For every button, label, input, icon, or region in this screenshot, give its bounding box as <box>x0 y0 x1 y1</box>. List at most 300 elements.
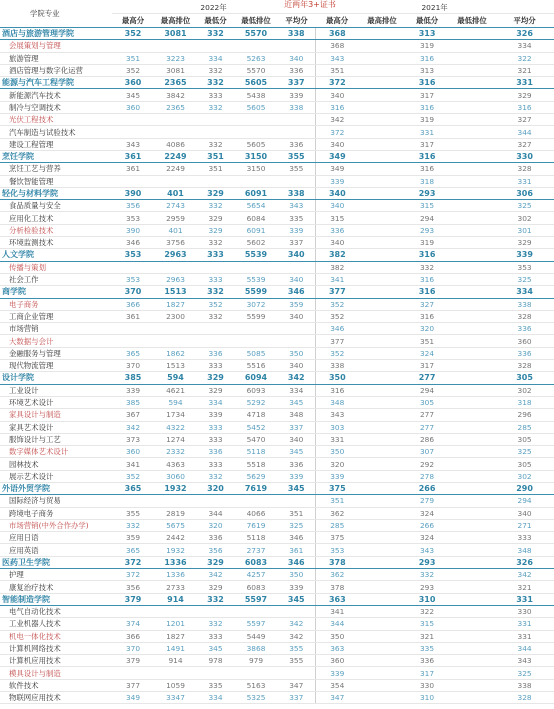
cell-2022-max-rank: 1862 <box>154 347 197 359</box>
cell-2022-avg-score: 346 <box>278 532 315 544</box>
cell-2021-min-rank <box>449 335 495 347</box>
cell-2022-max-score: 377 <box>112 679 154 691</box>
cell-2021-max-score: 343 <box>315 409 359 421</box>
cell-2022-min-rank <box>234 261 278 273</box>
cell-2021-avg-score: 334 <box>495 286 554 298</box>
cell-2022-max-score: 342 <box>112 421 154 433</box>
cell-2021-min-rank <box>449 89 495 101</box>
cell-2021-min-rank <box>449 28 495 40</box>
cell-2022-max-rank <box>154 605 197 617</box>
cell-2022-min-score: 332 <box>197 286 234 298</box>
cell-2021-min-rank <box>449 249 495 261</box>
cell-2021-avg-score: 348 <box>495 544 554 556</box>
cell-2021-avg-score: 331 <box>495 618 554 630</box>
cell-2021-max-rank <box>359 64 405 76</box>
cell-2021-max-rank <box>359 409 405 421</box>
cell-2022-max-score <box>112 335 154 347</box>
cell-2022-min-score: 344 <box>197 507 234 519</box>
cell-2022-min-score <box>197 261 234 273</box>
cell-2021-min-rank <box>449 323 495 335</box>
cell-2022-max-rank: 1274 <box>154 433 197 445</box>
cell-2021-min-rank <box>449 138 495 150</box>
cell-2021-min-rank <box>449 347 495 359</box>
cell-2021-max-score: 349 <box>315 163 359 175</box>
cell-2021-max-rank <box>359 298 405 310</box>
cell-2021-avg-score: 326 <box>495 28 554 40</box>
col-2022-max-score: 最高分 <box>112 14 154 28</box>
cell-2021-avg-score: 285 <box>495 421 554 433</box>
cell-2022-avg-score: 355 <box>278 163 315 175</box>
cell-2022-avg-score: 355 <box>278 642 315 654</box>
cell-2022-avg-score: 342 <box>278 372 315 384</box>
cell-2021-min-rank <box>449 372 495 384</box>
cell-2022-min-rank <box>234 495 278 507</box>
cell-2022-max-rank: 2733 <box>154 581 197 593</box>
major-name: 会展策划与管理 <box>0 40 112 52</box>
major-row <box>0 618 554 630</box>
major-name: 环境监测技术 <box>0 237 112 249</box>
cell-2022-max-score <box>112 126 154 138</box>
cell-2021-min-rank <box>449 605 495 617</box>
cell-2022-min-rank: 5325 <box>234 692 278 704</box>
cell-2021-max-score: 378 <box>315 556 359 568</box>
cell-2021-min-score: 319 <box>405 237 449 249</box>
cell-2022-avg-score <box>278 323 315 335</box>
cell-2021-avg-score: 316 <box>495 101 554 113</box>
cell-2021-max-rank <box>359 187 405 199</box>
cell-2021-min-rank <box>449 667 495 679</box>
cell-2021-max-rank <box>359 593 405 605</box>
cell-2021-min-rank <box>449 655 495 667</box>
college-name: 智能制造学院 <box>0 593 112 605</box>
cell-2022-min-rank <box>234 335 278 347</box>
cell-2022-min-score: 333 <box>197 421 234 433</box>
cell-2021-min-score: 286 <box>405 433 449 445</box>
cell-2022-max-rank: 2442 <box>154 532 197 544</box>
major-row <box>0 655 554 667</box>
cell-2021-min-score: 322 <box>405 605 449 617</box>
cell-2022-min-rank: 5438 <box>234 89 278 101</box>
cell-2022-min-rank: 5085 <box>234 347 278 359</box>
cell-2021-avg-score: 344 <box>495 126 554 138</box>
cell-2022-avg-score: 340 <box>278 273 315 285</box>
cell-2021-min-score: 318 <box>405 175 449 187</box>
cell-2022-max-score: 365 <box>112 544 154 556</box>
cell-2021-min-rank <box>449 679 495 691</box>
cell-2022-avg-score: 355 <box>278 150 315 162</box>
cell-2022-min-score: 978 <box>197 655 234 667</box>
cell-2022-max-rank <box>154 114 197 126</box>
cell-2022-avg-score: 342 <box>278 630 315 642</box>
major-name: 烹饪工艺与营养 <box>0 163 112 175</box>
cell-2021-max-rank <box>359 618 405 630</box>
cell-2021-min-score: 316 <box>405 273 449 285</box>
col-2022-max-rank: 最高排位 <box>154 14 197 28</box>
cell-2022-min-rank: 6091 <box>234 224 278 236</box>
cell-2022-max-rank <box>154 261 197 273</box>
cell-2022-min-score: 332 <box>197 77 234 89</box>
cell-2021-min-score: 316 <box>405 163 449 175</box>
cell-2021-max-score: 339 <box>315 470 359 482</box>
cell-2021-min-rank <box>449 482 495 494</box>
cell-2022-min-rank: 5605 <box>234 77 278 89</box>
cell-2021-avg-score: 305 <box>495 433 554 445</box>
cell-2022-max-rank <box>154 335 197 347</box>
cell-2021-max-score: 338 <box>315 360 359 372</box>
cell-2022-max-score: 355 <box>112 507 154 519</box>
cell-2022-max-score <box>112 40 154 52</box>
cell-2022-max-score: 379 <box>112 593 154 605</box>
major-name: 服饰设计与工艺 <box>0 433 112 445</box>
cell-2021-max-score: 316 <box>315 384 359 396</box>
college-name: 外语外贸学院 <box>0 482 112 494</box>
major-row <box>0 237 554 249</box>
cell-2022-avg-score: 345 <box>278 446 315 458</box>
cell-2022-max-rank: 4086 <box>154 138 197 150</box>
cell-2022-min-rank: 979 <box>234 655 278 667</box>
cell-2022-max-score: 390 <box>112 224 154 236</box>
cell-2022-max-rank: 2249 <box>154 150 197 162</box>
major-row <box>0 384 554 396</box>
college-name: 医药卫生学院 <box>0 556 112 568</box>
cell-2021-max-score: 346 <box>315 323 359 335</box>
cell-2022-max-score <box>112 114 154 126</box>
college-name: 人文学院 <box>0 249 112 261</box>
cell-2022-min-score: 342 <box>197 569 234 581</box>
cell-2022-max-rank: 1932 <box>154 482 197 494</box>
cell-2021-avg-score: 331 <box>495 630 554 642</box>
cell-2022-max-score: 361 <box>112 310 154 322</box>
cell-2022-avg-score: 351 <box>278 507 315 519</box>
cell-2021-max-score: 353 <box>315 544 359 556</box>
cell-2022-avg-score: 336 <box>278 64 315 76</box>
cell-2021-min-rank <box>449 630 495 642</box>
cell-2022-min-score: 333 <box>197 360 234 372</box>
cell-2022-max-rank: 2959 <box>154 212 197 224</box>
cell-2022-min-rank <box>234 126 278 138</box>
cell-2022-min-rank <box>234 323 278 335</box>
cell-2021-max-score: 320 <box>315 458 359 470</box>
cell-2021-max-rank <box>359 458 405 470</box>
cell-2021-min-score: 317 <box>405 667 449 679</box>
major-row <box>0 569 554 581</box>
cell-2021-min-rank <box>449 618 495 630</box>
cell-2022-max-score <box>112 605 154 617</box>
cell-2021-min-rank <box>449 64 495 76</box>
cell-2022-max-rank: 1336 <box>154 556 197 568</box>
col-2021-max-rank: 最高排位 <box>359 14 405 28</box>
cell-2021-min-rank <box>449 569 495 581</box>
cell-2022-avg-score: 338 <box>278 101 315 113</box>
cell-2021-max-rank <box>359 642 405 654</box>
major-name: 电子商务 <box>0 298 112 310</box>
cell-2022-avg-score <box>278 495 315 507</box>
major-row <box>0 667 554 679</box>
major-row <box>0 409 554 421</box>
cell-2021-max-score: 352 <box>315 298 359 310</box>
cell-2021-avg-score: 294 <box>495 495 554 507</box>
cell-2022-avg-score: 345 <box>278 482 315 494</box>
cell-2021-max-rank <box>359 138 405 150</box>
cell-2022-min-score: 320 <box>197 519 234 531</box>
cell-2021-min-rank <box>449 101 495 113</box>
cell-2022-max-score: 341 <box>112 458 154 470</box>
cell-2021-min-score: 316 <box>405 286 449 298</box>
major-row <box>0 126 554 138</box>
cell-2021-min-score: 324 <box>405 507 449 519</box>
cell-2022-max-rank: 594 <box>154 372 197 384</box>
cell-2021-min-score: 293 <box>405 224 449 236</box>
major-row <box>0 200 554 212</box>
cell-2022-max-rank: 2365 <box>154 77 197 89</box>
cell-2022-min-score: 332 <box>197 237 234 249</box>
cell-2021-max-score: 315 <box>315 212 359 224</box>
cell-2021-min-score: 319 <box>405 114 449 126</box>
cell-2021-max-score: 340 <box>315 138 359 150</box>
cell-2021-max-score: 340 <box>315 237 359 249</box>
cell-2021-max-rank <box>359 446 405 458</box>
cell-2021-min-rank <box>449 495 495 507</box>
cell-2021-min-rank <box>449 163 495 175</box>
major-row <box>0 89 554 101</box>
cell-2022-avg-score: 334 <box>278 384 315 396</box>
cell-2021-min-rank <box>449 310 495 322</box>
major-name: 应用日语 <box>0 532 112 544</box>
cell-2021-max-rank <box>359 347 405 359</box>
cell-2022-max-score: 349 <box>112 692 154 704</box>
cell-2022-max-rank <box>154 175 197 187</box>
cell-2021-min-score: 294 <box>405 212 449 224</box>
cell-2021-avg-score: 353 <box>495 261 554 273</box>
col-2021-max-score: 最高分 <box>315 14 359 28</box>
major-row <box>0 605 554 617</box>
major-row <box>0 581 554 593</box>
cell-2021-avg-score: 328 <box>495 163 554 175</box>
cell-2021-avg-score: 331 <box>495 593 554 605</box>
cell-2021-max-rank <box>359 200 405 212</box>
major-name: 现代物流管理 <box>0 360 112 372</box>
cell-2021-min-score: 316 <box>405 249 449 261</box>
cell-2021-max-rank <box>359 433 405 445</box>
major-row <box>0 433 554 445</box>
cell-2022-max-rank: 1336 <box>154 569 197 581</box>
table-title: 近两年3+证书 <box>284 0 336 9</box>
cell-2022-min-score: 339 <box>197 409 234 421</box>
cell-2022-avg-score: 346 <box>278 286 315 298</box>
cell-2021-max-rank <box>359 126 405 138</box>
major-row <box>0 273 554 285</box>
cell-2022-avg-score <box>278 605 315 617</box>
cell-2021-max-score: 363 <box>315 593 359 605</box>
cell-2022-min-rank <box>234 40 278 52</box>
cell-2022-max-score <box>112 495 154 507</box>
cell-2022-avg-score: 340 <box>278 310 315 322</box>
cell-2021-max-rank <box>359 224 405 236</box>
cell-2022-max-rank: 401 <box>154 224 197 236</box>
cell-2022-max-rank: 1513 <box>154 360 197 372</box>
cell-2021-min-rank <box>449 396 495 408</box>
cell-2022-max-score: 352 <box>112 64 154 76</box>
cell-2022-min-rank: 5599 <box>234 286 278 298</box>
cell-2022-max-score: 374 <box>112 618 154 630</box>
cell-2021-max-score: 375 <box>315 532 359 544</box>
cell-2021-min-score: 277 <box>405 372 449 384</box>
major-row <box>0 40 554 52</box>
cell-2021-min-rank <box>449 581 495 593</box>
cell-2021-max-score: 331 <box>315 433 359 445</box>
major-row <box>0 101 554 113</box>
major-name: 建设工程管理 <box>0 138 112 150</box>
cell-2021-max-score: 339 <box>315 175 359 187</box>
cell-2021-max-rank <box>359 507 405 519</box>
cell-2021-min-score: 310 <box>405 593 449 605</box>
cell-2022-max-rank <box>154 495 197 507</box>
cell-2022-min-rank: 5292 <box>234 396 278 408</box>
cell-2022-max-rank: 3756 <box>154 237 197 249</box>
cell-2022-min-score <box>197 335 234 347</box>
cell-2022-max-score: 366 <box>112 630 154 642</box>
cell-2022-max-score: 379 <box>112 655 154 667</box>
major-row <box>0 544 554 556</box>
college-row <box>0 286 554 298</box>
cell-2021-min-rank <box>449 556 495 568</box>
cell-2021-avg-score: 360 <box>495 335 554 347</box>
cell-2022-min-score <box>197 495 234 507</box>
major-row <box>0 261 554 273</box>
cell-2021-max-rank <box>359 40 405 52</box>
cell-2021-max-rank <box>359 605 405 617</box>
table-body <box>0 28 554 704</box>
cell-2022-min-rank: 6084 <box>234 212 278 224</box>
cell-2022-min-rank: 5163 <box>234 679 278 691</box>
cell-2021-avg-score: 344 <box>495 642 554 654</box>
major-name: 电气自动化技术 <box>0 605 112 617</box>
cell-2022-min-score: 334 <box>197 692 234 704</box>
cell-2021-min-score: 316 <box>405 52 449 64</box>
cell-2021-max-rank <box>359 150 405 162</box>
cell-2022-max-score: 353 <box>112 249 154 261</box>
cell-2021-min-score: 316 <box>405 310 449 322</box>
cell-2022-max-score: 372 <box>112 569 154 581</box>
major-row <box>0 310 554 322</box>
cell-2021-min-rank <box>449 261 495 273</box>
cell-2022-min-score: 329 <box>197 187 234 199</box>
cell-2022-min-score: 332 <box>197 138 234 150</box>
major-row <box>0 421 554 433</box>
cell-2022-min-rank <box>234 114 278 126</box>
cell-2022-avg-score: 340 <box>278 52 315 64</box>
major-name: 计算机应用技术 <box>0 655 112 667</box>
cell-2022-max-score: 353 <box>112 212 154 224</box>
cell-2021-avg-score: 336 <box>495 323 554 335</box>
cell-2021-min-rank <box>449 433 495 445</box>
major-name: 机电一体化技术 <box>0 630 112 642</box>
cell-2022-max-rank: 2300 <box>154 310 197 322</box>
cell-2021-min-rank <box>449 212 495 224</box>
cell-2021-avg-score: 325 <box>495 667 554 679</box>
cell-2021-min-rank <box>449 286 495 298</box>
cell-2021-min-rank <box>449 187 495 199</box>
cell-2022-min-score: 356 <box>197 544 234 556</box>
cell-2022-max-score: 373 <box>112 433 154 445</box>
cell-2021-min-rank <box>449 446 495 458</box>
cell-2021-max-rank <box>359 52 405 64</box>
cell-2022-max-rank: 401 <box>154 187 197 199</box>
major-name: 大数据与会计 <box>0 335 112 347</box>
cell-2022-min-score: 336 <box>197 532 234 544</box>
major-name: 家具设计与制造 <box>0 409 112 421</box>
cell-2022-avg-score: 345 <box>278 593 315 605</box>
cell-2022-max-score: 360 <box>112 101 154 113</box>
cell-2021-max-score: 377 <box>315 286 359 298</box>
major-name: 模具设计与制造 <box>0 667 112 679</box>
major-name: 市场营销 <box>0 323 112 335</box>
cell-2022-min-score: 333 <box>197 630 234 642</box>
cell-2022-max-rank: 3842 <box>154 89 197 101</box>
cell-2022-min-score <box>197 323 234 335</box>
cell-2021-min-score: 331 <box>405 126 449 138</box>
cell-2022-min-score: 332 <box>197 618 234 630</box>
cell-2022-max-score: 367 <box>112 409 154 421</box>
cell-2022-min-rank: 2737 <box>234 544 278 556</box>
cell-2022-max-score: 365 <box>112 347 154 359</box>
cell-2021-avg-score: 333 <box>495 532 554 544</box>
cell-2021-avg-score: 329 <box>495 237 554 249</box>
college-name: 能源与汽车工程学院 <box>0 77 112 89</box>
cell-2022-min-rank: 6083 <box>234 556 278 568</box>
cell-2022-min-rank: 6083 <box>234 581 278 593</box>
cell-2022-min-score <box>197 40 234 52</box>
cell-2021-min-score: 336 <box>405 655 449 667</box>
cell-2021-max-rank <box>359 360 405 372</box>
cell-2021-max-score: 360 <box>315 655 359 667</box>
cell-2022-min-score: 329 <box>197 384 234 396</box>
cell-2021-min-rank <box>449 593 495 605</box>
cell-2021-avg-score: 342 <box>495 569 554 581</box>
cell-2021-max-score: 377 <box>315 335 359 347</box>
cell-2022-max-rank: 1201 <box>154 618 197 630</box>
cell-2021-min-score: 319 <box>405 40 449 52</box>
cell-2021-min-score: 324 <box>405 532 449 544</box>
major-name: 工业机器人技术 <box>0 618 112 630</box>
cell-2022-max-rank: 2743 <box>154 200 197 212</box>
cell-2022-min-score: 329 <box>197 556 234 568</box>
cell-2021-max-score: 285 <box>315 519 359 531</box>
cell-2021-max-rank <box>359 495 405 507</box>
cell-2021-max-rank <box>359 212 405 224</box>
major-name: 汽车制造与试验技术 <box>0 126 112 138</box>
cell-2022-avg-score: 337 <box>278 77 315 89</box>
cell-2021-max-score: 351 <box>315 64 359 76</box>
cell-2022-max-score <box>112 323 154 335</box>
major-row <box>0 507 554 519</box>
cell-2022-min-rank: 5597 <box>234 593 278 605</box>
cell-2021-max-score: 372 <box>315 126 359 138</box>
cell-2021-min-rank <box>449 298 495 310</box>
cell-2021-max-rank <box>359 667 405 679</box>
cell-2022-min-rank: 5539 <box>234 273 278 285</box>
cell-2021-max-score: 351 <box>315 495 359 507</box>
cell-2021-max-rank <box>359 114 405 126</box>
cell-2022-max-score: 361 <box>112 163 154 175</box>
cell-2021-max-score: 347 <box>315 692 359 704</box>
cell-2021-min-rank <box>449 237 495 249</box>
header-year-2021: 2021年 <box>315 0 554 14</box>
cell-2021-avg-score: 328 <box>495 310 554 322</box>
cell-2022-max-score: 372 <box>112 556 154 568</box>
cell-2022-min-rank: 5449 <box>234 630 278 642</box>
college-name: 烹饪学院 <box>0 150 112 162</box>
